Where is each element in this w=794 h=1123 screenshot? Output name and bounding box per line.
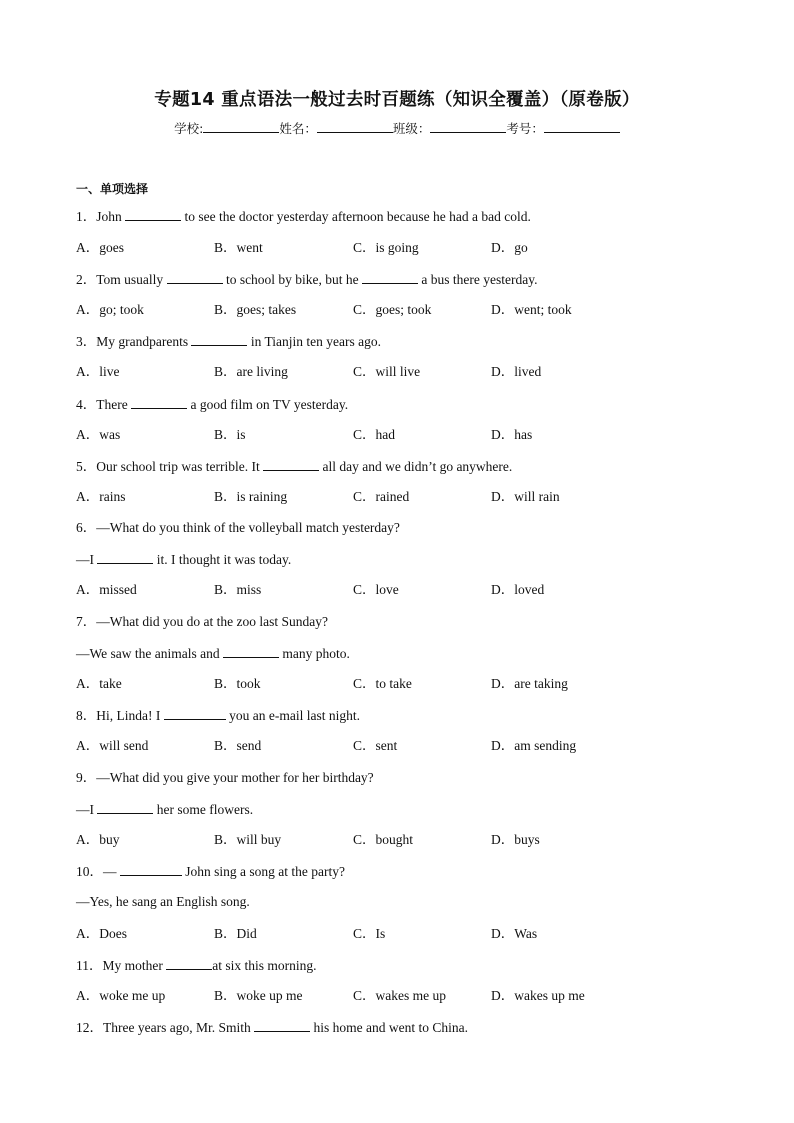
- question-text: to school by bike, but he: [222, 272, 363, 287]
- question-text: —I: [76, 552, 98, 567]
- option-c: C．to take: [353, 676, 412, 691]
- option-c: C．sent: [353, 738, 398, 753]
- option-d: D．wakes up me: [491, 988, 585, 1003]
- option-b: B．went: [214, 240, 263, 255]
- question-text: John sing a song at the party?: [181, 864, 345, 879]
- question-text: a bus there yesterday.: [418, 272, 538, 287]
- question-text: 3．My grandparents: [76, 334, 192, 349]
- option-d: D．am sending: [491, 738, 577, 753]
- question-4: [76, 396, 348, 413]
- answer-blank: [223, 645, 279, 658]
- option-d: D．went; took: [491, 302, 572, 317]
- option-a: A．goes: [76, 240, 124, 255]
- question-6: [76, 520, 400, 536]
- answer-blank: [120, 863, 182, 876]
- question-text: —I: [76, 802, 98, 817]
- option-a: A．take: [76, 676, 122, 691]
- question-7: [76, 614, 328, 630]
- question-text: 10．—: [76, 864, 120, 879]
- option-c: C．rained: [353, 489, 410, 504]
- answer-blank: [97, 801, 153, 814]
- option-a: A．rains: [76, 489, 126, 504]
- question-5: [76, 458, 512, 475]
- question-text: you an e-mail last night.: [225, 708, 360, 723]
- question-text: —Yes, he sang an English song.: [76, 894, 250, 909]
- option-b: B．took: [214, 676, 261, 691]
- question-2: [76, 271, 538, 288]
- class-label: 班级：: [392, 121, 431, 136]
- name-blank[interactable]: [317, 120, 393, 133]
- option-b: B．Did: [214, 926, 257, 941]
- option-c: C．goes; took: [353, 302, 432, 317]
- class-blank[interactable]: [430, 120, 506, 133]
- question-text: her some flowers.: [153, 802, 254, 817]
- question-text: all day and we didn’t go anywhere.: [319, 459, 513, 474]
- exam-no-blank[interactable]: [544, 120, 620, 133]
- question-1: [76, 208, 531, 225]
- option-d: D．loved: [491, 582, 545, 597]
- answer-blank: [166, 957, 212, 970]
- option-b: B．send: [214, 738, 262, 753]
- option-b: B．is: [214, 427, 246, 442]
- option-d: D．go: [491, 240, 528, 255]
- page-title: 专题14 重点语法一般过去时百题练（知识全覆盖）（原卷版）: [154, 90, 640, 110]
- section-heading: 一、单项选择: [76, 182, 149, 196]
- question-12: [76, 1019, 468, 1036]
- option-a: A．go; took: [76, 302, 144, 317]
- question-text: 8．Hi, Linda! I: [76, 708, 164, 723]
- student-info-line: [0, 119, 794, 137]
- option-a: A．was: [76, 427, 121, 442]
- option-c: C．had: [353, 427, 395, 442]
- question-11: [76, 957, 317, 974]
- question-7-reply: [76, 645, 350, 662]
- school-blank[interactable]: [203, 120, 279, 133]
- question-text: to see the doctor yesterday afternoon because he had a bad cold.: [181, 209, 531, 224]
- question-text: 12．Three years ago, Mr. Smith: [76, 1020, 255, 1035]
- answer-blank: [362, 271, 418, 284]
- question-10: [76, 863, 345, 880]
- option-b: B．is raining: [214, 489, 288, 504]
- option-c: C．Is: [353, 926, 386, 941]
- question-6-reply: [76, 551, 291, 568]
- question-text: 11．My mother: [76, 958, 167, 973]
- question-8: [76, 707, 360, 724]
- option-c: C．bought: [353, 832, 414, 847]
- option-a: A．woke me up: [76, 988, 166, 1003]
- option-c: C．love: [353, 582, 399, 597]
- option-a: A．will send: [76, 738, 149, 753]
- question-text: 4．There: [76, 397, 132, 412]
- option-a: A．live: [76, 364, 120, 379]
- answer-blank: [191, 333, 247, 346]
- question-text: 5．Our school trip was terrible. It: [76, 459, 264, 474]
- option-d: D．has: [491, 427, 533, 442]
- option-c: C．will live: [353, 364, 421, 379]
- school-label: 学校:: [174, 121, 204, 136]
- question-text: in Tianjin ten years ago.: [247, 334, 381, 349]
- option-d: D．will rain: [491, 489, 560, 504]
- answer-blank: [167, 271, 223, 284]
- exam-no-label: 考号：: [506, 121, 544, 136]
- answer-blank: [164, 707, 226, 720]
- option-d: D．lived: [491, 364, 542, 379]
- option-b: B．are living: [214, 364, 288, 379]
- option-d: D．Was: [491, 926, 538, 941]
- question-text: 1．John: [76, 209, 126, 224]
- option-d: D．buys: [491, 832, 540, 847]
- option-c: C．wakes me up: [353, 988, 446, 1003]
- question-text: many photo.: [279, 646, 350, 661]
- answer-blank: [263, 458, 319, 471]
- answer-blank: [97, 551, 153, 564]
- option-b: B．goes; takes: [214, 302, 297, 317]
- option-b: B．woke up me: [214, 988, 303, 1003]
- answer-blank: [131, 396, 187, 409]
- answer-blank: [254, 1019, 310, 1032]
- question-9: [76, 770, 374, 786]
- option-b: B．will buy: [214, 832, 282, 847]
- option-c: C．is going: [353, 240, 419, 255]
- question-3: [76, 333, 381, 350]
- question-text: his home and went to China.: [310, 1020, 468, 1035]
- name-label: 姓名：: [279, 121, 317, 136]
- question-text: 2．Tom usually: [76, 272, 167, 287]
- question-text: 6．—What do you think of the volleyball match yesterday?: [76, 520, 400, 535]
- option-b: B．miss: [214, 582, 262, 597]
- question-9-reply: [76, 801, 253, 818]
- question-text: —We saw the animals and: [76, 646, 223, 661]
- question-text: a good film on TV yesterday.: [187, 397, 349, 412]
- option-a: A．missed: [76, 582, 137, 597]
- option-a: A．buy: [76, 832, 120, 847]
- question-text: 9．—What did you give your mother for her birthday?: [76, 770, 374, 785]
- question-text: at six this morning.: [212, 958, 317, 973]
- answer-blank: [125, 208, 181, 221]
- option-a: A．Does: [76, 926, 127, 941]
- question-text: 7．—What did you do at the zoo last Sunday?: [76, 614, 328, 629]
- question-text: it. I thought it was today.: [153, 552, 292, 567]
- option-d: D．are taking: [491, 676, 568, 691]
- question-10-reply: [76, 894, 250, 910]
